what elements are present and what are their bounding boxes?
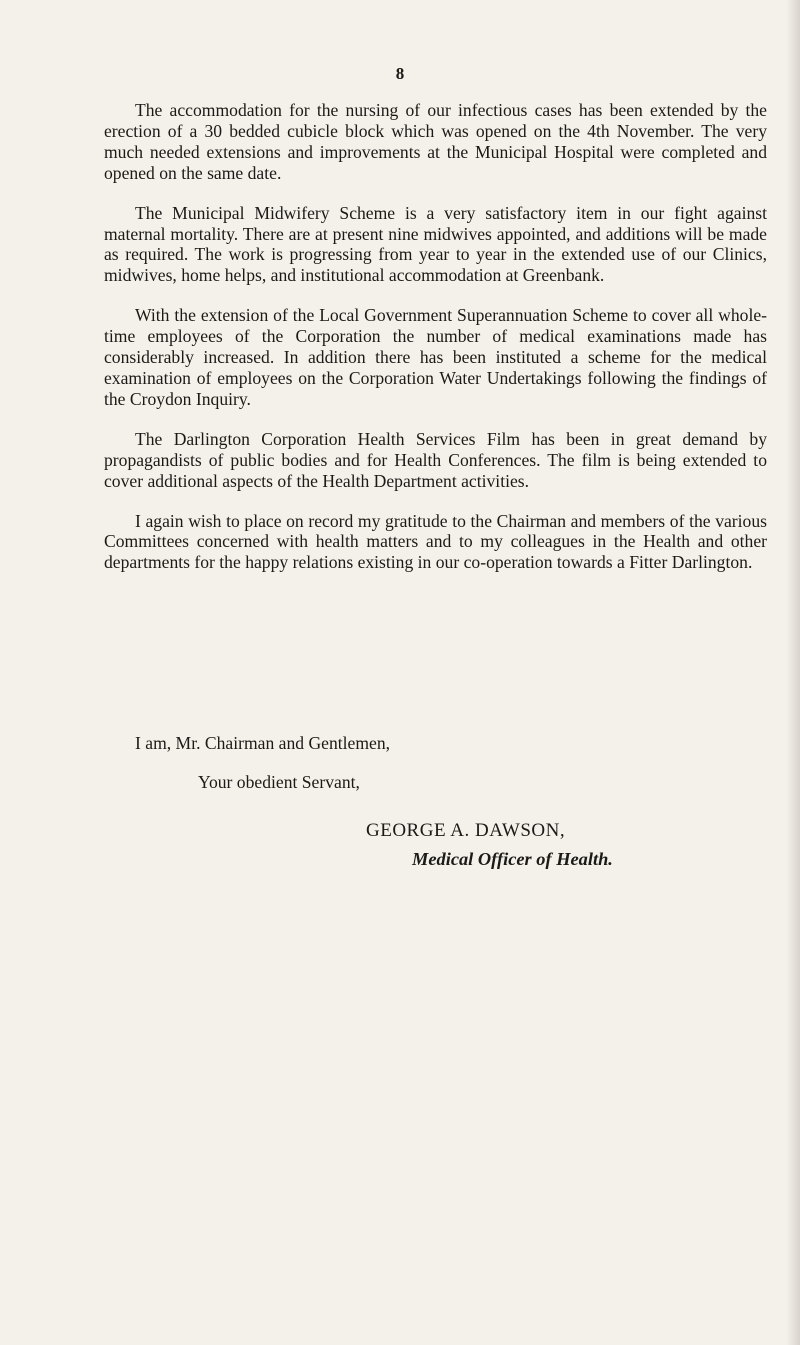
salutation: I am, Mr. Chairman and Gentlemen, <box>135 733 391 753</box>
paragraph-midwifery-scheme: The Municipal Midwifery Scheme is a very satisfactory item in our fight against maternal mortality. There are at present nine midwives appointed, and additions will be made as required. The work is progressing from year to year in the extended use of our Clinics, midwives, home helps, and institutional accommodation at Greenbank. <box>104 202 767 286</box>
page-edge-shadow <box>786 0 800 1345</box>
signatory-name: GEORGE A. DAWSON, <box>366 820 566 841</box>
paragraph-gratitude: I again wish to place on record my gratitude to the Chairman and members of the various Committees concerned with health matters and to my colleagues in the Health and other departments for the happy relations existing in our co-operation towards a Fitter Darlington. <box>104 510 767 573</box>
report-body <box>104 100 767 592</box>
valediction: Your obedient Servant, <box>198 772 360 792</box>
paragraph-superannuation: With the extension of the Local Government Superannuation Scheme to cover all whole-time employees of the Corporation the number of medical examinations made has considerably increased. In addition there has been instituted a scheme for the medical examination of employees on the Corporation Water Undertakings following the findings of the Croydon Inquiry. <box>104 305 767 409</box>
page-number: 8 <box>395 64 405 83</box>
signatory-title: Medical Officer of Health. <box>412 849 613 869</box>
paragraph-health-film: The Darlington Corporation Health Services Film has been in great demand by propagandists of public bodies and for Health Conferences. The film is being extended to cover additional aspects of the Health Department activities. <box>104 428 767 491</box>
paragraph-infectious-cases: The accommodation for the nursing of our infectious cases has been extended by the erection of a 30 bedded cubicle block which was opened on the 4th November. The very much needed extensions and improvements at the Municipal Hospital were completed and opened on the same date. <box>104 100 767 183</box>
